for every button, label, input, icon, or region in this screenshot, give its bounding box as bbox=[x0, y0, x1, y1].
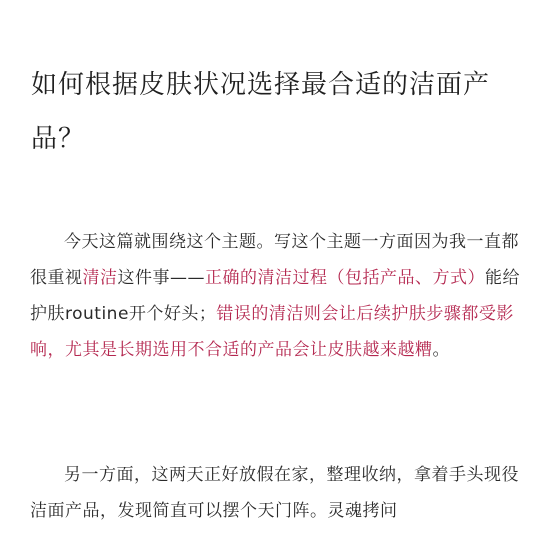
highlight-correct-process: 正确的清洁过程（包括产品、方式） bbox=[205, 268, 485, 288]
intro-text-2: 这件事—— bbox=[117, 268, 205, 288]
article-title: 如何根据皮肤状况选择最合适的洁面产品？ bbox=[31, 70, 491, 154]
paragraph-intro bbox=[30, 224, 520, 368]
intro-text-1: 今天这篇就围绕这个主题。写这个主题一方面因为我一直都很重视 bbox=[30, 232, 519, 288]
paragraph-second bbox=[30, 457, 520, 529]
intro-text-3: 能给护肤routine开个好头； bbox=[30, 268, 520, 324]
highlight-wrong-cleansing: 错误的清洁则会让后续护肤步骤都受影响，尤其是长期选用不合适的产品会让皮肤越来越糟 bbox=[30, 304, 514, 360]
highlight-cleansing: 清洁 bbox=[82, 268, 118, 288]
second-text: 另一方面，这两天正好放假在家，整理收纳，拿着手头现役洁面产品，发现简直可以摆个天门阵。灵魂拷问 bbox=[30, 465, 519, 521]
intro-text-4: 。 bbox=[432, 340, 450, 360]
